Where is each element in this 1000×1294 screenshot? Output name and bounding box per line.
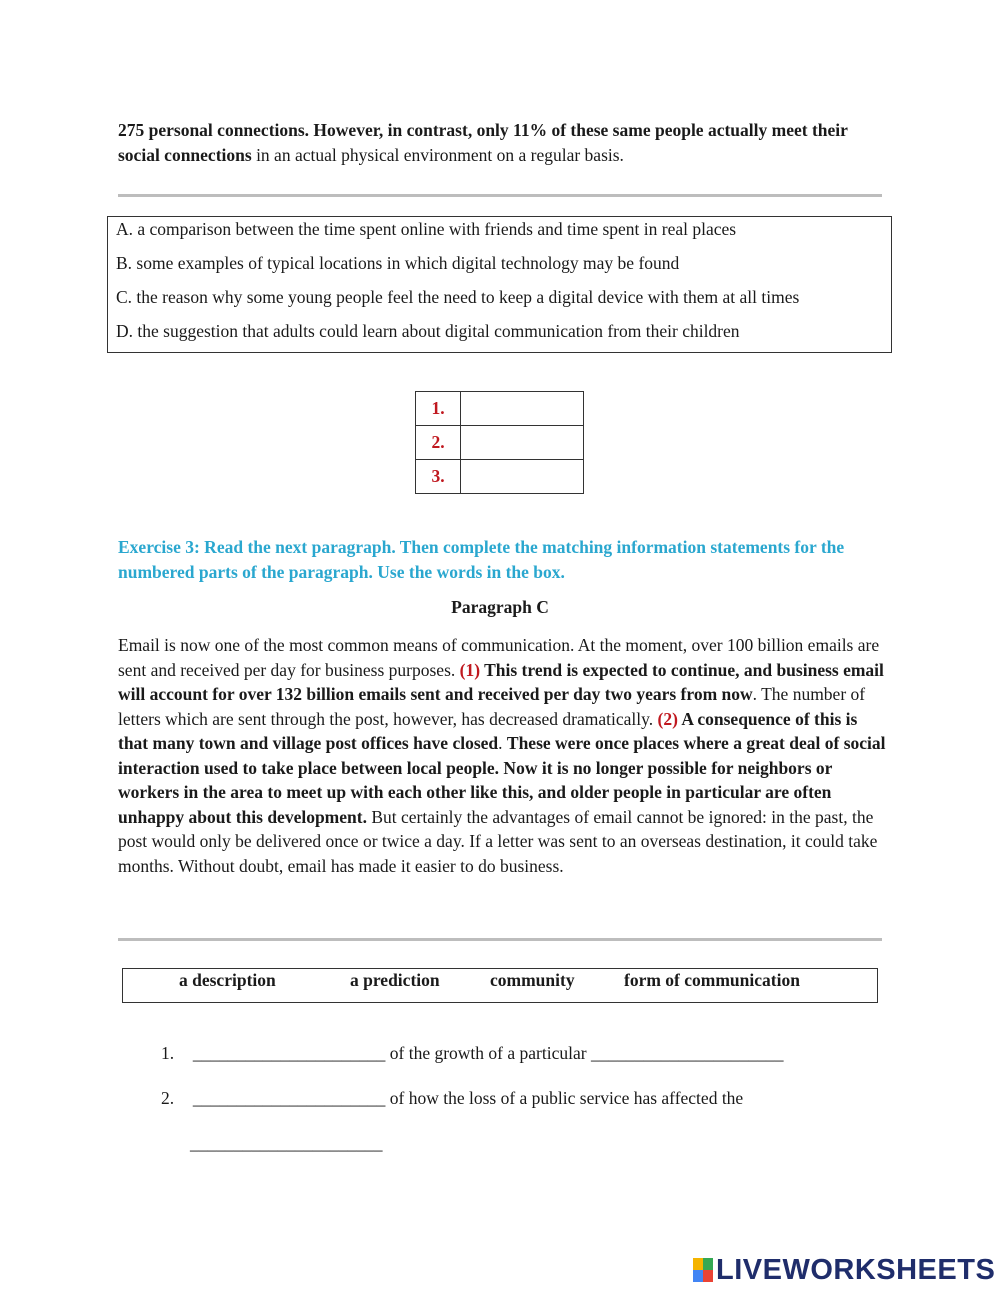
word-form-of-communication: form of communication: [624, 970, 800, 990]
intro-bold-text: 275 personal connections. However, in contrast, only 11% of these same people actually meet their social connections: [118, 120, 848, 165]
divider: [118, 194, 882, 197]
intro-normal-text: in an actual physical environment on a regular basis.: [251, 144, 624, 165]
table-row: [416, 460, 584, 494]
option-a: A. a comparison between the time spent online with friends and time spent in real places: [116, 219, 737, 239]
option-b: B. some examples of typical locations in which digital technology may be found: [116, 253, 680, 273]
blank-input[interactable]: ______________________: [190, 1133, 383, 1153]
paragraph-text: .: [498, 733, 507, 753]
bold-text: This trend is expected to continue, and business email will account for over 132 billion emails sent and received per day two years from now: [118, 659, 884, 704]
logo-text: LIVEWORKSHEETS: [716, 1253, 996, 1286]
blank-input[interactable]: ______________________: [590, 1043, 784, 1063]
option-c: C. the reason why some young people feel the need to keep a digital device with them at all times: [116, 287, 800, 307]
question-text: of how the loss of a public service has affected the: [385, 1088, 744, 1108]
paragraph-text: Email is now one of the most common means of communication. At the moment, over 100 billion emails are sent and received per day for business purposes.: [118, 635, 880, 680]
divider: [118, 938, 882, 941]
blank-input[interactable]: ______________________: [192, 1088, 386, 1108]
marker-1: (1): [459, 659, 481, 680]
question-number: 2.: [161, 1088, 175, 1108]
paragraph-c: [118, 633, 888, 878]
answer-table: [415, 391, 584, 494]
paragraph-title: Paragraph C: [451, 597, 549, 617]
table-row: [416, 392, 584, 426]
answer-number: 2.: [416, 426, 461, 460]
bold-text: These were once places where a great deal of social interaction used to take place between local people. Now it is no longer possible for neighbors or workers in the area to meet up with each other like this, and older people in particular are often unhappy about this development.: [118, 733, 886, 827]
paragraph-text: . The number of letters which are sent through the post, however, has decreased dramatically.: [118, 684, 866, 729]
intro-paragraph: [118, 118, 888, 167]
exercise-instruction: Exercise 3: Read the next paragraph. Then complete the matching information statements for the numbered parts of the paragraph. Use the words in the box.: [118, 537, 845, 582]
question-text: of the growth of a particular: [385, 1043, 591, 1063]
word-community: community: [490, 970, 575, 990]
liveworksheets-logo: [693, 1254, 995, 1286]
question-2: [161, 1088, 743, 1109]
logo-icon: [693, 1258, 713, 1282]
answer-cell-2[interactable]: [461, 426, 584, 460]
question-1: [161, 1043, 783, 1064]
word-description: a description: [179, 970, 276, 990]
option-d: D. the suggestion that adults could learn about digital communication from their children: [116, 321, 740, 341]
word-prediction: a prediction: [350, 970, 440, 990]
question-number: 1.: [161, 1043, 175, 1063]
answer-cell-1[interactable]: [461, 392, 584, 426]
blank-input[interactable]: ______________________: [192, 1043, 386, 1063]
answer-number: 3.: [416, 460, 461, 494]
bold-text: A consequence of this is that many town and village post offices have closed: [118, 708, 858, 753]
paragraph-text: But certainly the advantages of email cannot be ignored: in the past, the post would only be delivered once or twice a day. If a letter was sent to an overseas destination, it could take months. Without doubt, email has made it easier to do business.: [118, 806, 878, 876]
table-row: [416, 426, 584, 460]
answer-number: 1.: [416, 392, 461, 426]
answer-cell-3[interactable]: [461, 460, 584, 494]
marker-2: (2): [657, 708, 678, 729]
